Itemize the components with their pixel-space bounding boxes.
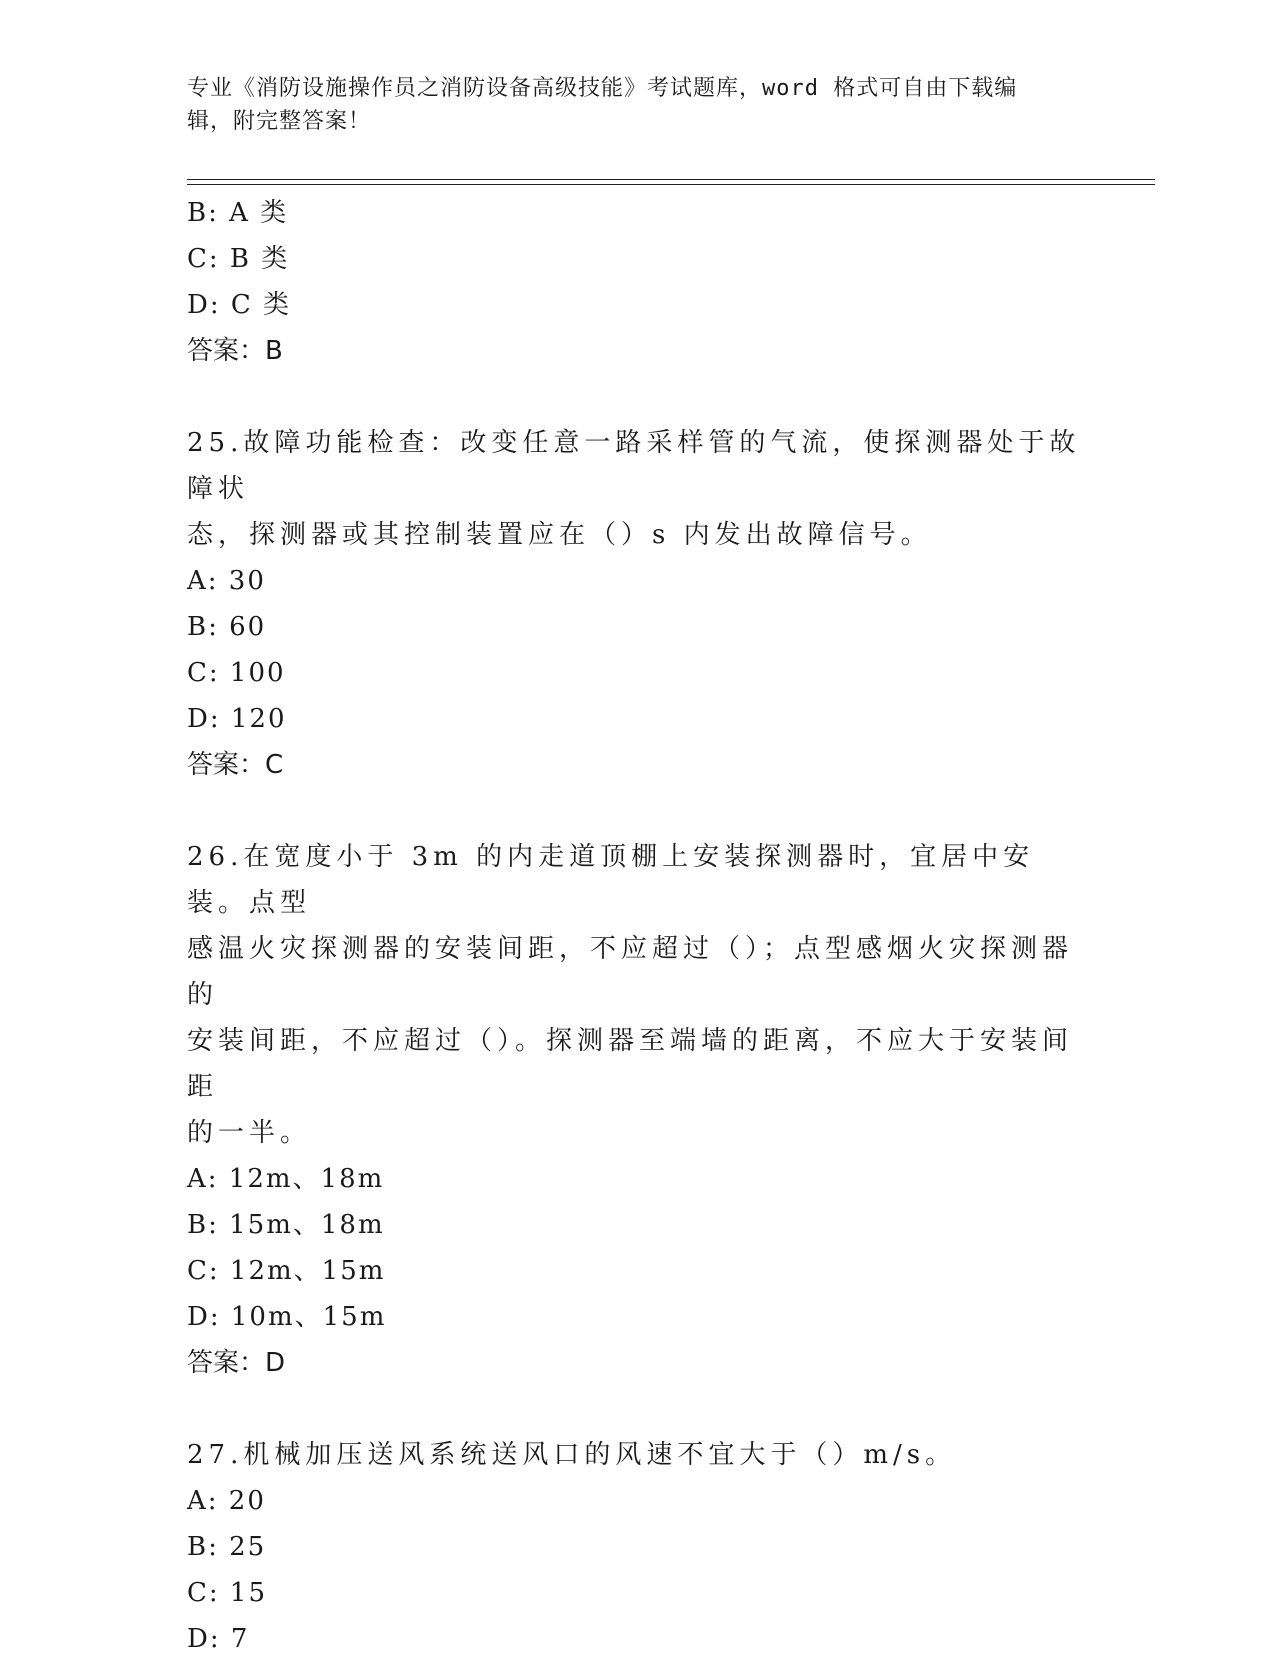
answer-label: 答案：D xyxy=(187,1348,286,1378)
question-stem-line: 27.机械加压送风系统送风口的风速不宜大于（）m/s。 xyxy=(187,1440,957,1470)
question-stem-line: 态，探测器或其控制装置应在（）s 内发出故障信号。 xyxy=(187,520,932,550)
option-d: D: 10m、15m xyxy=(187,1302,387,1332)
page-header xyxy=(187,72,1077,138)
answer-label: 答案：C xyxy=(187,750,284,780)
question-stem-line: 安装间距，不应超过（）。探测器至端墙的距离，不应大于安装间距 xyxy=(187,1026,1074,1102)
header-divider xyxy=(187,179,1155,185)
option-a: A: 12m、18m xyxy=(187,1164,385,1194)
option-b: B: 25 xyxy=(187,1532,267,1562)
option-c: C: 15 xyxy=(187,1578,268,1608)
option-b: B: 15m、18m xyxy=(187,1210,385,1240)
question-list xyxy=(187,190,1087,1662)
question-25 xyxy=(187,420,1087,788)
option-d: D: 7 xyxy=(187,1624,250,1654)
answer-label: 答案：B xyxy=(187,336,283,366)
header-line-1: 专业《消防设施操作员之消防设备高级技能》考试题库，word 格式可自由下载编 xyxy=(187,76,1018,101)
question-stem-line: 25.故障功能检查：改变任意一路采样管的气流，使探测器处于故障状 xyxy=(187,428,1081,504)
spacer xyxy=(187,1386,1087,1432)
option-a: A: 20 xyxy=(187,1486,266,1516)
header-line-2: 辑，附完整答案！ xyxy=(187,109,372,134)
option-d: D: 120 xyxy=(187,704,287,734)
option-c: C: 12m、15m xyxy=(187,1256,386,1286)
question-24 xyxy=(187,190,1087,374)
question-26 xyxy=(187,834,1087,1386)
option-b: B: 60 xyxy=(187,612,267,642)
option-a: A: 30 xyxy=(187,566,266,596)
question-stem-line: 感温火灾探测器的安装间距，不应超过（）；点型感烟火灾探测器的 xyxy=(187,934,1074,1010)
question-27 xyxy=(187,1432,1087,1662)
spacer xyxy=(187,374,1087,420)
option-c: C: B 类 xyxy=(187,244,290,274)
question-stem-line: 的一半。 xyxy=(187,1118,312,1148)
option-b: B: A 类 xyxy=(187,198,289,228)
spacer xyxy=(187,788,1087,834)
question-stem-line: 26.在宽度小于 3m 的内走道顶棚上安装探测器时，宜居中安装。点型 xyxy=(187,842,1035,918)
option-d: D: C 类 xyxy=(187,290,292,320)
option-c: C: 100 xyxy=(187,658,286,688)
